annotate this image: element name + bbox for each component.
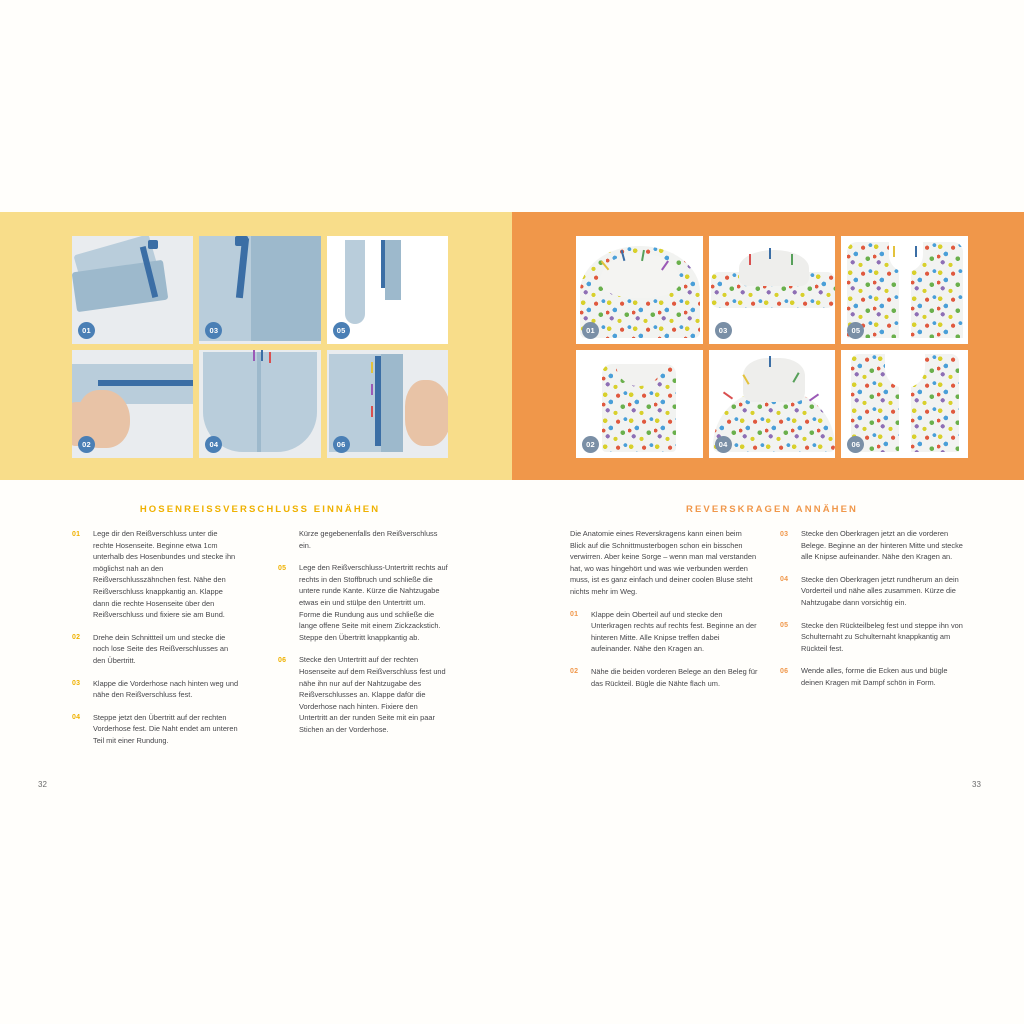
step-text: Drehe dein Schnittteil um und stecke die noch lose Seite des Reißverschlusses an den Übertritt. [93,632,229,665]
instruction-step [570,609,758,655]
photo-step-02 [576,350,703,458]
step-text: Lege den Reißverschluss-Untertritt rechts auf rechts in den Stoffbruch und schließe die untere runde Kante. Kürze die Nahtzugabe etwas ein und stülpe den Untertritt um. Forme die Rundung aus und schließe die lange offene Seite mit einem Zickzackstich. Steppe den Übertritt knappkantig ab. [299,563,448,642]
photo-step-03 [709,236,836,344]
step-number: 03 [780,530,789,538]
step-badge: 05 [333,322,350,339]
step-text: Klappe die Vorderhose nach hinten weg und nähe den Reißverschluss fest. [93,678,239,700]
instruction-step [72,632,240,667]
instruction-step [780,620,968,655]
step-badge: 04 [715,436,732,453]
instruction-step [278,654,448,735]
step-number: 05 [278,564,287,572]
instruction-continuation [278,528,448,551]
photo-step-01 [576,236,703,344]
step-text: Lege dir den Reißverschluss unter die rechte Hosenseite. Beginne etwa 1cm unterhalb des Hosenbundes und stecke ihn möglichst nah an den Reißverschlusszähnchen fest. Nähe den Reißverschluss knappkantig an. Klappe dann die rechte Hosenseite über den Reißverschluss und fixiere sie am Bund. [93,529,236,620]
left-section-title: HOSENREISSVERSCHLUSS EINNÄHEN [139,504,381,515]
left-text-column-1 [72,528,240,758]
step-text: Wende alles, forme die Ecken aus und bügle deinen Kragen mit Dampf schön in Form. [801,666,948,687]
instruction-step [72,678,240,701]
step-number: 04 [780,576,789,584]
right-text-column-1 [570,528,758,700]
step-number: 01 [72,530,81,538]
photo-step-05 [327,236,448,344]
step-badge: 02 [78,436,95,453]
instruction-step [780,665,968,688]
step-text: Steppe jetzt den Übertritt auf der rechten Vorderhose fest. Die Naht endet am unteren Teil mit einer Rundung. [93,712,238,745]
photo-step-04 [199,350,320,458]
page-number-right: 33 [972,780,981,789]
step-text: Stecke den Oberkragen jetzt rundherum an dein Vorderteil und nähe alles zusammen. Kürze die Nahtzugabe dann vorsichtig ein. [801,574,959,607]
left-text-column-2 [278,528,448,747]
instruction-step [780,574,968,609]
step-text: Stecke den Rückteilbeleg fest und steppe ihn von Schulternaht zu Schulternaht knappkantig am Rückteil fest. [801,620,963,653]
intro-text: Die Anatomie eines Reverskragens kann einen beim Blick auf die Schnittmusterbogen schon ein bisschen verwirren. Aber keine Sorge – wenn man mal verstanden hat, wo was hingehört und was wie verbunden werden muss, ist es ganz einfach und deiner coolen Bluse steht nichts mehr im Weg. [570,529,757,596]
step-badge: 04 [205,436,222,453]
step-number: 02 [72,634,81,642]
step-badge: 01 [582,322,599,339]
step-number: 04 [72,714,81,722]
step-text: Nähe die beiden vorderen Belege an den Beleg für das Rückteil. Bügle die Nähte flach um. [591,666,758,688]
instruction-step [570,666,758,689]
photo-step-02 [72,350,193,458]
step-badge: 03 [205,322,222,339]
step-number: 06 [780,667,789,675]
step-number: 02 [570,668,579,676]
step-badge: 06 [333,436,350,453]
step-text: Kürze gegebenenfalls den Reißverschluss ein. [299,529,438,550]
intro-paragraph [570,528,758,598]
step-number: 01 [570,611,579,619]
right-text-column-2 [780,528,968,700]
right-section-title: REVERSKRAGEN ANNÄHEN [685,504,859,515]
photo-step-06 [841,350,968,458]
step-text: Klappe dein Oberteil auf und stecke den Unterkragen rechts auf rechts fest. Beginne an der hinteren Mitte. Alle Knipse treffen dabei aufeinander. Nähe den Kragen an. [591,609,757,654]
photo-step-01 [72,236,193,344]
step-badge: 02 [582,436,599,453]
photo-step-05 [841,236,968,344]
instruction-step [780,528,968,563]
step-number: 03 [72,680,81,688]
instruction-step [72,712,240,747]
step-badge: 06 [847,436,864,453]
photo-step-04 [709,350,836,458]
step-number: 05 [780,622,789,630]
step-badge: 03 [715,322,732,339]
right-photo-grid [576,236,968,458]
instruction-step [278,562,448,643]
photo-step-06 [327,350,448,458]
step-badge: 01 [78,322,95,339]
step-text: Stecke den Untertritt auf der rechten Hosenseite auf dem Reißverschluss fest und nähe ihn nur auf der Nahtzugabe des Reißverschlusses an. Klappe dafür die Vorderhose nach hinten. Fixiere den Untertritt an der runden Seite mit ein paar Stichen an der Vorderhose. [299,655,446,734]
photo-step-03 [199,236,320,344]
step-badge: 05 [847,322,864,339]
left-photo-grid [72,236,448,458]
instruction-step [72,528,240,621]
page-number-left: 32 [38,780,47,789]
step-text: Stecke den Oberkragen jetzt an die vorderen Belege. Beginne an der hinteren Mitte und stecke alle Knipse aufeinander. Nähe den Kragen an. [801,529,963,562]
step-number: 06 [278,656,287,664]
